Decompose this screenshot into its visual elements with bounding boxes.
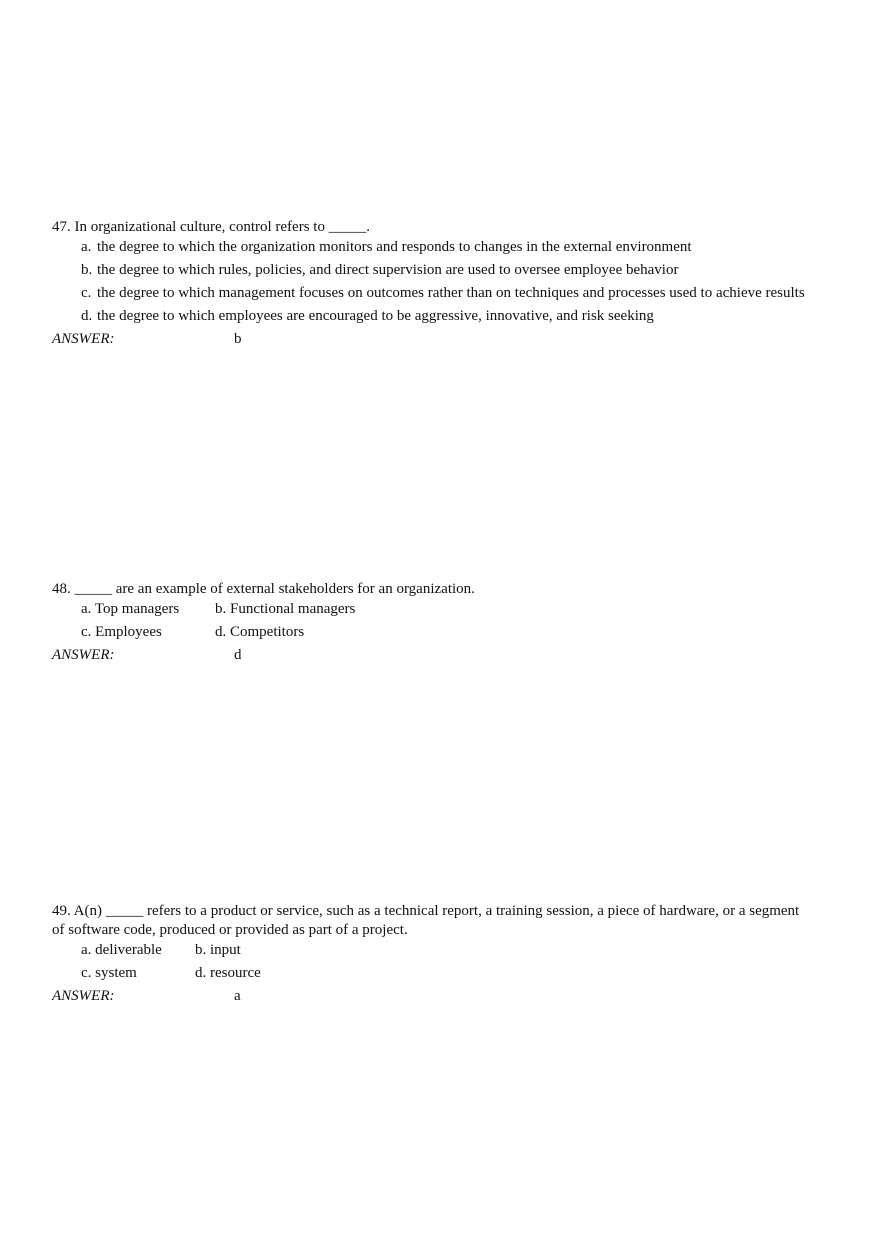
question-49 (52, 902, 812, 1005)
option-label: b. (195, 942, 207, 958)
option-label: c. (81, 965, 92, 981)
answer-value: d (234, 647, 242, 663)
option-grid (81, 601, 812, 641)
option-text: the degree to which rules, policies, and direct supervision are used to oversee employee behavior (97, 262, 679, 278)
option-a (81, 239, 812, 256)
option-text: Functional managers (230, 601, 356, 617)
option-label: a. (81, 942, 92, 958)
option-d (215, 624, 304, 641)
option-a (81, 942, 195, 959)
option-row (81, 601, 812, 618)
option-label: b. (81, 262, 93, 278)
option-c (81, 285, 812, 302)
option-label: a. (81, 239, 92, 255)
question-stem: 47. In organizational culture, control refers to _____. (52, 219, 370, 235)
option-a (81, 601, 215, 618)
option-label: b. (215, 601, 227, 617)
answer-line (52, 331, 812, 348)
option-text: resource (210, 965, 261, 981)
option-row (81, 624, 812, 641)
option-row (81, 942, 812, 959)
question-48 (52, 580, 812, 664)
answer-label: ANSWER: (52, 988, 115, 1004)
option-text: the degree to which employees are encouraged to be aggressive, innovative, and risk seeking (97, 308, 654, 324)
question-47 (52, 218, 812, 348)
option-text: input (210, 942, 241, 958)
answer-value: b (234, 331, 242, 347)
answer-label: ANSWER: (52, 647, 115, 663)
question-stem: 48. _____ are an example of external stakeholders for an organization. (52, 581, 475, 597)
option-b (215, 601, 355, 618)
option-b (81, 262, 812, 279)
option-label: c. (81, 285, 92, 301)
option-label: c. (81, 624, 92, 640)
option-text: Top managers (94, 601, 180, 617)
option-d (195, 965, 261, 982)
option-label: d. (81, 308, 93, 324)
question-stem: 49. A(n) _____ refers to a product or service, such as a technical report, a training session, a piece of hardware, or a segment of software code, produced or provided as part of a project. (52, 903, 800, 938)
answer-value: a (234, 988, 241, 1004)
answer-line (52, 988, 812, 1005)
option-text: the degree to which the organization monitors and responds to changes in the external environment (97, 239, 692, 255)
option-label: d. (195, 965, 207, 981)
option-c (81, 965, 195, 982)
option-text: the degree to which management focuses on outcomes rather than on techniques and processes used to achieve results (97, 285, 805, 301)
option-d (81, 308, 812, 325)
option-text: Employees (95, 624, 162, 640)
answer-line (52, 647, 812, 664)
option-grid (81, 942, 812, 982)
option-label: d. (215, 624, 227, 640)
answer-label: ANSWER: (52, 331, 115, 347)
option-list (52, 239, 812, 325)
option-text: system (95, 965, 137, 981)
option-c (81, 624, 215, 641)
option-label: a. (81, 601, 92, 617)
option-text: deliverable (95, 942, 162, 958)
option-text: Competitors (230, 624, 305, 640)
option-row (81, 965, 812, 982)
option-b (195, 942, 241, 959)
